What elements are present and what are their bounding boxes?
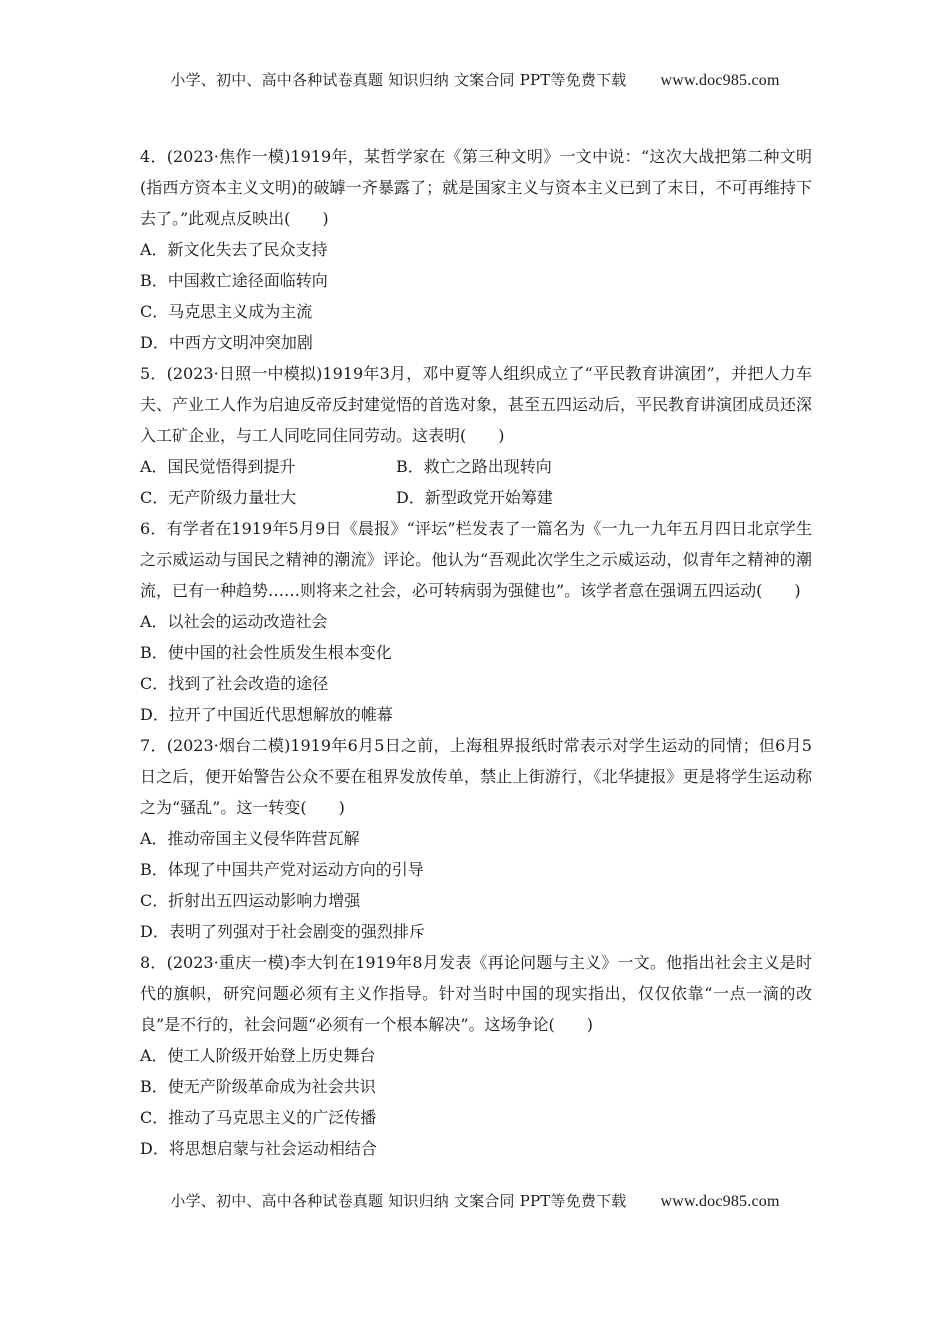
option-a: A．新文化失去了民众支持 bbox=[140, 240, 328, 259]
option-row bbox=[140, 451, 812, 482]
question-stem: 8．(2023·重庆一模)李大钊在1919年8月发表《再论问题与主义》一文。他指出社会主义是时代的旗帜，研究问题必须有主义作指导。针对当时中国的现实指出，仅仅依靠“一点一滴的改良”是不行的，社会问题“必须有一个根本解决”。这场争论( ) bbox=[140, 953, 812, 1034]
header-text: 小学、初中、高中各种试卷真题 知识归纳 文案合同 PPT等免费下载 bbox=[170, 71, 627, 89]
footer-banner bbox=[0, 1190, 950, 1211]
question-stem: 7．(2023·烟台二模)1919年6月5日之前，上海租界报纸时常表示对学生运动的同情；但6月5日之后，便开始警告公众不要在租界发放传单，禁止上街游行，《北华捷报》更是将学生运动称之为“骚乱”。这一转变( ) bbox=[140, 736, 812, 817]
question-7 bbox=[140, 730, 812, 947]
question-stem: 5．(2023·日照一中模拟)1919年3月，邓中夏等人组织成立了“平民教育讲演团”，并把人力车夫、产业工人作为启迪反帝反封建觉悟的首选对象，甚至五四运动后，平民教育讲演团成员还深入工矿企业，与工人同吃同住同劳动。这表明( ) bbox=[140, 364, 813, 445]
question-8 bbox=[140, 947, 812, 1164]
option-a: A．以社会的运动改造社会 bbox=[140, 612, 328, 631]
header-site[interactable]: www.doc985.com bbox=[660, 72, 780, 89]
option-b: B．中国救亡途径面临转向 bbox=[140, 271, 328, 290]
option-b: B．体现了中国共产党对运动方向的引导 bbox=[140, 860, 424, 879]
option-a: A．使工人阶级开始登上历史舞台 bbox=[140, 1046, 376, 1065]
option-b: B．救亡之路出现转向 bbox=[396, 457, 552, 476]
question-stem: 6．有学者在1919年5月9日《晨报》“评坛”栏发表了一篇名为《一九一九年五月四日北京学生之示威运动与国民之精神的潮流》评论。他认为“吾观此次学生之示威运动，似青年之精神的潮流，已有一种趋势……则将来之社会，必可转病弱为强健也”。该学者意在强调五四运动( ) bbox=[140, 519, 812, 600]
question-4 bbox=[140, 141, 812, 358]
option-row bbox=[140, 482, 812, 513]
option-b: B．使无产阶级革命成为社会共识 bbox=[140, 1077, 376, 1096]
option-a: A．国民觉悟得到提升 bbox=[140, 457, 296, 476]
option-c: C．找到了社会改造的途径 bbox=[140, 674, 329, 693]
option-d: D．表明了列强对于社会剧变的强烈排斥 bbox=[140, 922, 425, 941]
option-d: D．将思想启蒙与社会运动相结合 bbox=[140, 1139, 377, 1158]
question-5 bbox=[140, 358, 812, 513]
option-d: D．中西方文明冲突加剧 bbox=[140, 333, 313, 352]
header-banner bbox=[0, 69, 950, 90]
question-stem: 4．(2023·焦作一模)1919年，某哲学家在《第三种文明》一文中说：“这次大战把第二种文明(指西方资本主义文明)的破罅一齐暴露了；就是国家主义与资本主义已到了末日，不可再维持下去了。”此观点反映出( ) bbox=[140, 147, 812, 228]
question-list bbox=[140, 141, 812, 1164]
option-a: A．推动帝国主义侵华阵营瓦解 bbox=[140, 829, 360, 848]
option-c: C．折射出五四运动影响力增强 bbox=[140, 891, 361, 910]
option-c: C．无产阶级力量壮大 bbox=[140, 488, 297, 507]
option-d: D．拉开了中国近代思想解放的帷幕 bbox=[140, 705, 393, 724]
footer-site[interactable]: www.doc985.com bbox=[660, 1193, 780, 1210]
option-c: C．推动了马克思主义的广泛传播 bbox=[140, 1108, 377, 1127]
footer-text: 小学、初中、高中各种试卷真题 知识归纳 文案合同 PPT等免费下载 bbox=[170, 1192, 627, 1210]
option-c: C．马克思主义成为主流 bbox=[140, 302, 313, 321]
option-d: D．新型政党开始筹建 bbox=[396, 488, 553, 507]
question-6 bbox=[140, 513, 812, 730]
option-b: B．使中国的社会性质发生根本变化 bbox=[140, 643, 392, 662]
